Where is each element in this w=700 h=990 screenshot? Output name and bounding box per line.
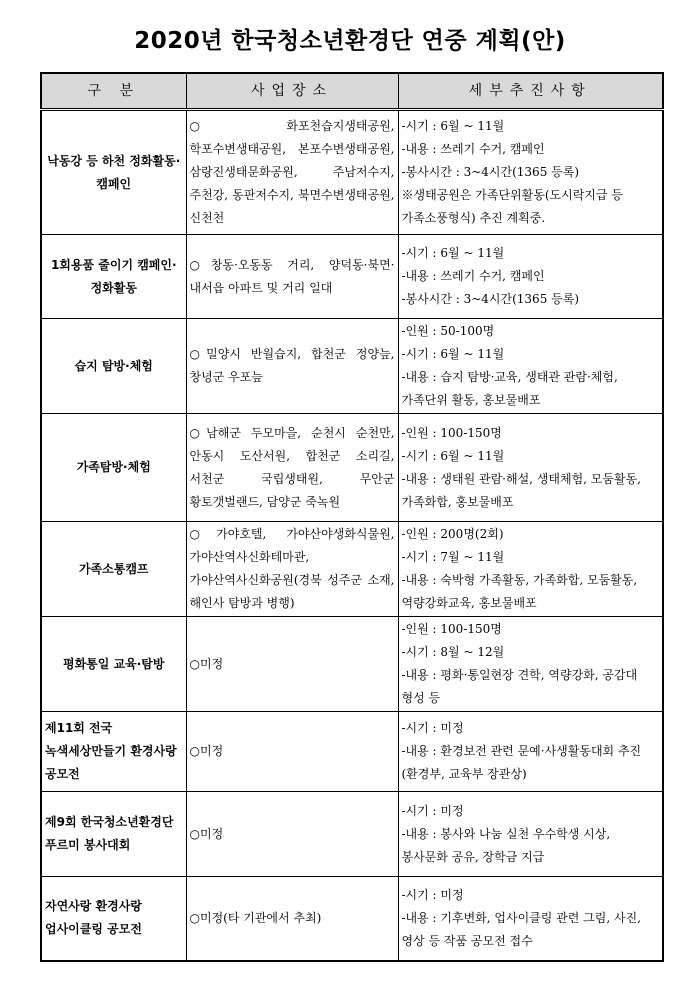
table-row <box>41 712 663 792</box>
header-detail: 세부추진사항 <box>398 73 663 110</box>
row-category: 1회용품 줄이기 캠페인·정화활동 <box>41 235 186 319</box>
table-row <box>41 522 663 617</box>
row-place: ○남해군 두모마을, 순천시 순천만, 안동시 도산서원, 합천군 소리길, 서천군 국립생태원, 무안군 황토갯벌랜드, 담양군 죽녹원 <box>186 414 398 522</box>
table-header-row <box>41 73 663 110</box>
row-detail <box>398 319 663 414</box>
header-category: 구 분 <box>41 73 186 110</box>
row-category: 제9회 한국청소년환경단 푸르미 봉사대회 <box>41 792 186 877</box>
table-row <box>41 414 663 522</box>
row-place: ○가야호텔, 가야산야생화식물원, 가야산역사신화테마관, 가야산역사신화공원(경북 성주군 소재, 해인사 탐방과 병행) <box>186 522 398 617</box>
detail-line: -시기 : 미정 <box>401 721 464 735</box>
table-row <box>41 877 663 961</box>
detail-line: -내용 : 습지 탐방·교육, 생태관 관람·체험, 가족단위 활동, 홍보물배포 <box>401 370 618 407</box>
detail-line: -내용 : 숙박형 가족활동, 가족화합, 모둠활동, 역량강화교육, 홍보물배포 <box>401 573 638 610</box>
row-detail <box>398 522 663 617</box>
row-detail <box>398 110 663 235</box>
table-row <box>41 319 663 414</box>
page-title: 2020년 한국청소년환경단 연중 계획(안) <box>134 28 566 54</box>
row-detail <box>398 712 663 792</box>
detail-line: -시기 : 8월 ~ 12월 <box>401 645 505 659</box>
detail-line: -시기 : 7월 ~ 11월 <box>401 550 505 564</box>
row-detail <box>398 414 663 522</box>
row-place: ○화포천습지생태공원, 학포수변생태공원, 본포수변생태공원, 삼랑진생태문화공원, 주남저수지, 주천강, 동판저수지, 북면수변생태공원, 신천천 <box>186 110 398 235</box>
detail-line: -인원 : 100-150명 <box>401 622 502 636</box>
detail-line: -봉사시간 : 3~4시간(1365 등록) <box>401 292 580 306</box>
detail-line: -시기 : 6월 ~ 11월 <box>401 119 505 133</box>
table-row <box>41 110 663 235</box>
detail-line: -내용 : 쓰레기 수거, 캠페인 <box>401 142 545 156</box>
detail-line: -시기 : 미정 <box>401 887 464 902</box>
detail-line: -시기 : 미정 <box>401 803 464 818</box>
detail-line: -내용 : 봉사와 나눔 실천 우수학생 시상, 봉사문화 공유, 장학금 지급 <box>401 826 611 864</box>
detail-line: -내용 : 환경보전 관련 문예·사생활동대회 추진(환경부, 교육부 장관상) <box>401 744 642 781</box>
row-place: ○미정 <box>186 712 398 792</box>
row-category: 자연사랑 환경사랑 업사이클링 공모전 <box>41 877 186 961</box>
table-row <box>41 235 663 319</box>
detail-line: -인원 : 100-150명 <box>401 425 502 440</box>
row-place: ○미정 <box>186 792 398 877</box>
detail-line: -인원 : 50-100명 <box>401 324 495 338</box>
row-category: 가족소통캠프 <box>41 522 186 617</box>
row-category: 제11회 전국 녹색세상만들기 환경사랑 공모전 <box>41 712 186 792</box>
detail-line: -내용 : 평화·통일현장 견학, 역량강화, 공감대 형성 등 <box>401 668 638 705</box>
row-place: ○창동·오동동 거리, 양덕동·북면·내서읍 아파트 및 거리 일대 <box>186 235 398 319</box>
row-detail <box>398 877 663 961</box>
row-category: 평화통일 교육·탐방 <box>41 617 186 712</box>
row-place: ○밀양시 반월습지, 합천군 정양늪, 창녕군 우포늪 <box>186 319 398 414</box>
row-place: ○미정(타 기관에서 추최) <box>186 877 398 961</box>
row-category: 가족탐방·체험 <box>41 414 186 522</box>
detail-line: -시기 : 6월 ~ 11월 <box>401 347 505 361</box>
row-category: 낙동강 등 하천 정화활동·캠페인 <box>41 110 186 235</box>
detail-line: -인원 : 200명(2회) <box>401 527 504 541</box>
detail-line: -내용 : 기후변화, 업사이클링 관련 그림, 사진, 영상 등 작품 공모전 접수 <box>401 910 641 948</box>
row-category: 습지 탐방·체험 <box>41 319 186 414</box>
plan-table <box>40 72 664 962</box>
detail-line: -내용 : 생태원 관람·해설, 생태체험, 모둠활동, 가족화합, 홍보물배포 <box>401 471 641 509</box>
detail-line: ※생태공원은 가족단위활동(도시락지급 등 가족소풍형식) 추진 계획중. <box>401 188 623 225</box>
detail-line: -시기 : 6월 ~ 11월 <box>401 448 505 463</box>
detail-line: -시기 : 6월 ~ 11월 <box>401 246 505 260</box>
table-row <box>41 792 663 877</box>
row-place: ○미정 <box>186 617 398 712</box>
detail-line: -봉사시간 : 3~4시간(1365 등록) <box>401 165 580 179</box>
header-place: 사업장소 <box>186 73 398 110</box>
row-detail <box>398 617 663 712</box>
detail-line: -내용 : 쓰레기 수거, 캠페인 <box>401 269 545 283</box>
row-detail <box>398 792 663 877</box>
table-row <box>41 617 663 712</box>
row-detail <box>398 235 663 319</box>
